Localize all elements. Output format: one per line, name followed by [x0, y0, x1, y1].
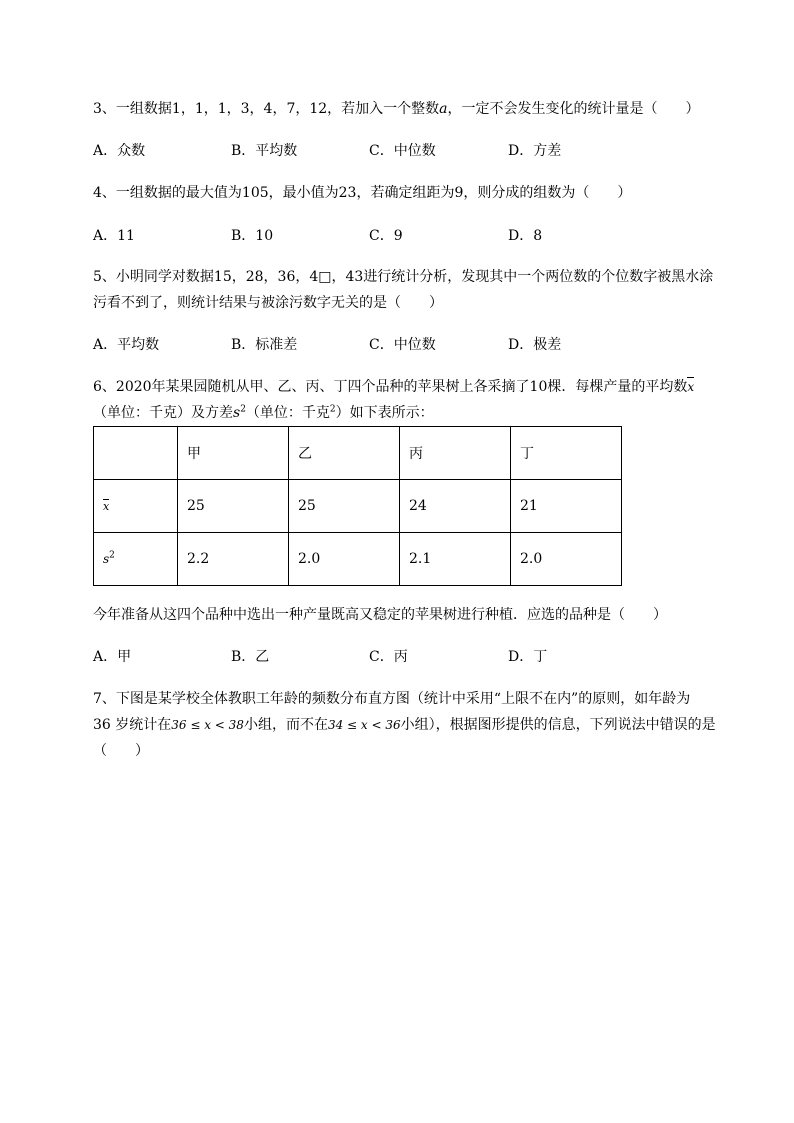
table-corner-cell	[94, 427, 178, 480]
q3-variable: a	[439, 101, 448, 117]
q6-option-d[interactable]: D．丁	[508, 649, 548, 665]
q7-stem-line3: （ ）	[93, 743, 149, 759]
table-cell: 2.0	[511, 533, 622, 586]
q3-stem-text: 3、一组数据1，1，1，3，4，7，12，若加入一个整数	[93, 101, 440, 117]
q6-stem-line2	[93, 404, 434, 422]
table-mean-label-cell	[94, 480, 178, 533]
q6-unit-text-2: （单位：千克	[245, 405, 330, 421]
table-cell: 25	[178, 480, 289, 533]
table-var-label: s	[103, 552, 110, 566]
table-cell: 21	[511, 480, 622, 533]
table-header-jia: 甲	[178, 427, 289, 480]
table-var-exponent: 2	[109, 550, 115, 561]
q7-inequality-1: 36 ≤ x < 38	[171, 718, 244, 732]
q4-options	[93, 227, 733, 245]
q6-table	[93, 426, 622, 586]
q4-stem: 4、一组数据的最大值为105，最小值为23，若确定组距为9，则分成的组数为（ ）	[93, 185, 632, 201]
q7-inequality-2: 34 ≤ x < 36	[327, 718, 401, 732]
q5-option-d[interactable]: D．极差	[508, 337, 562, 353]
table-row	[94, 480, 622, 533]
q3-option-a[interactable]: A．众数	[93, 143, 146, 159]
table-header-yi: 乙	[289, 427, 400, 480]
q4-option-b[interactable]: B．10	[231, 228, 274, 244]
q6-unit-exponent: 2	[329, 404, 336, 415]
q6-option-a[interactable]: A．甲	[93, 649, 132, 665]
q6-option-c[interactable]: C．丙	[369, 649, 408, 665]
table-cell: 24	[400, 480, 511, 533]
table-cell: 2.0	[289, 533, 400, 586]
q7-stem-line2	[93, 716, 716, 734]
q5-stem-line2: 污看不到了，则统计结果与被涂污数字无关的是（ ）	[93, 295, 443, 311]
q6-option-b[interactable]: B．乙	[231, 649, 270, 665]
table-var-label-cell	[94, 533, 178, 586]
q6-mean-symbol: x	[687, 380, 695, 394]
q3-options	[93, 142, 733, 160]
q3-option-d[interactable]: D．方差	[508, 143, 562, 159]
table-cell: 2.2	[178, 533, 289, 586]
table-cell: 2.1	[400, 533, 511, 586]
q5-stem-line1: 5、小明同学对数据15，28，36，4□，43进行统计分析，发现其中一个两位数的个位数字被黑水涂	[93, 269, 714, 285]
q7-text-c: 小组），根据图形提供的信息，下列说法中错误的是	[400, 717, 716, 733]
q6-stem-line1	[93, 378, 694, 396]
q6-unit-text-3: ）如下表所示：	[335, 405, 434, 421]
q4-option-d[interactable]: D．8	[508, 228, 543, 244]
q6-variance-symbol: s	[233, 405, 241, 421]
q4-option-c[interactable]: C．9	[369, 228, 403, 244]
table-header-row	[94, 427, 622, 480]
q6-stem-text: 6、2020年某果园随机从甲、乙、丙、丁四个品种的苹果树上各采摘了10棵．每棵产量的平均数	[93, 379, 688, 395]
table-mean-label: x	[103, 500, 110, 513]
q3-stem	[93, 100, 700, 118]
q3-option-c[interactable]: C．中位数	[369, 143, 436, 159]
q4-option-a[interactable]: A．11	[93, 228, 135, 244]
q5-option-a[interactable]: A．平均数	[93, 337, 160, 353]
q7-stem-line1: 7、下图是某学校全体教职工年龄的频数分布直方图（统计中采用“上限不在内”的原则，如年龄为	[93, 691, 691, 707]
table-cell: 25	[289, 480, 400, 533]
q6-variance-exponent: 2	[240, 404, 246, 415]
q7-text-b: 小组，而不在	[243, 717, 328, 733]
table-row	[94, 533, 622, 586]
q5-option-c[interactable]: C．中位数	[369, 337, 436, 353]
table-header-bing: 丙	[400, 427, 511, 480]
table-header-ding: 丁	[511, 427, 622, 480]
q5-option-b[interactable]: B．标准差	[231, 337, 298, 353]
q6-followup: 今年准备从这四个品种中选出一种产量既高又稳定的苹果树进行种植．应选的品种是（ ）	[93, 607, 667, 623]
q7-text-a: 36 岁统计在	[93, 717, 172, 733]
q6-options	[93, 648, 733, 666]
q5-options	[93, 336, 733, 354]
q3-option-b[interactable]: B．平均数	[231, 143, 298, 159]
q6-unit-text: （单位：千克）及方差	[93, 405, 233, 421]
q3-stem-tail: ，一定不会发生变化的统计量是（ ）	[447, 101, 700, 117]
